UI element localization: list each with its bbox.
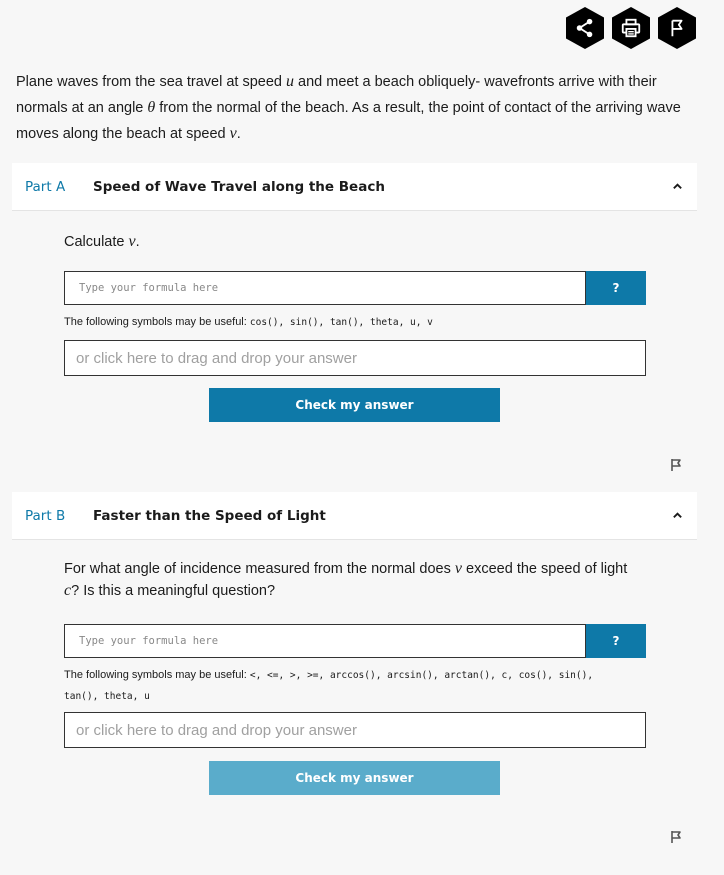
chevron-up-icon[interactable] bbox=[672, 181, 683, 192]
formula-input[interactable]: Type your formula here bbox=[64, 624, 586, 658]
check-answer-button[interactable]: Check my answer bbox=[209, 388, 500, 422]
share-icon[interactable] bbox=[566, 7, 604, 49]
part-a-body bbox=[12, 211, 697, 492]
part-a-prompt: Calculate v. bbox=[64, 233, 140, 250]
part-b-body bbox=[12, 540, 697, 875]
part-label: Part A bbox=[25, 178, 66, 195]
useful-symbols: The following symbols may be useful: cos(), sin(), tan(), theta, u, v bbox=[64, 316, 433, 328]
formula-row bbox=[64, 624, 646, 658]
part-b-header[interactable] bbox=[12, 492, 697, 540]
print-icon[interactable] bbox=[612, 7, 650, 49]
useful-symbols: The following symbols may be useful: <, <=, >, >=, arccos(), arcsin(), arctan(), c, cos(), sin(), tan(), theta, u bbox=[64, 669, 594, 702]
help-button[interactable]: ? bbox=[586, 271, 646, 305]
part-a-header[interactable] bbox=[12, 163, 697, 211]
part-b-panel bbox=[12, 492, 697, 875]
formula-input[interactable]: Type your formula here bbox=[64, 271, 586, 305]
flag-icon[interactable] bbox=[658, 7, 696, 49]
check-answer-button[interactable]: Check my answer bbox=[209, 761, 500, 795]
top-toolbar bbox=[566, 7, 696, 49]
part-title: Faster than the Speed of Light bbox=[93, 507, 326, 524]
flag-icon[interactable] bbox=[669, 830, 683, 844]
part-title: Speed of Wave Travel along the Beach bbox=[93, 178, 385, 195]
part-label: Part B bbox=[25, 507, 66, 524]
part-b-prompt: For what angle of incidence measured from the normal does v exceed the speed of light c? Is this a meaningful question? bbox=[64, 560, 628, 599]
help-button[interactable]: ? bbox=[586, 624, 646, 658]
part-a-panel bbox=[12, 163, 697, 492]
drag-drop-answer-field[interactable]: or click here to drag and drop your answer bbox=[64, 340, 646, 376]
chevron-up-icon[interactable] bbox=[672, 510, 683, 521]
problem-statement: Plane waves from the sea travel at speed u and meet a beach obliquely- wavefronts arrive with their normals at an angle θ from the normal of the beach. As a result, the point of contact of the arriving wave moves along the beach at speed v. bbox=[16, 73, 681, 142]
drag-drop-answer-field[interactable]: or click here to drag and drop your answer bbox=[64, 712, 646, 748]
flag-icon[interactable] bbox=[669, 458, 683, 472]
formula-row bbox=[64, 271, 646, 305]
